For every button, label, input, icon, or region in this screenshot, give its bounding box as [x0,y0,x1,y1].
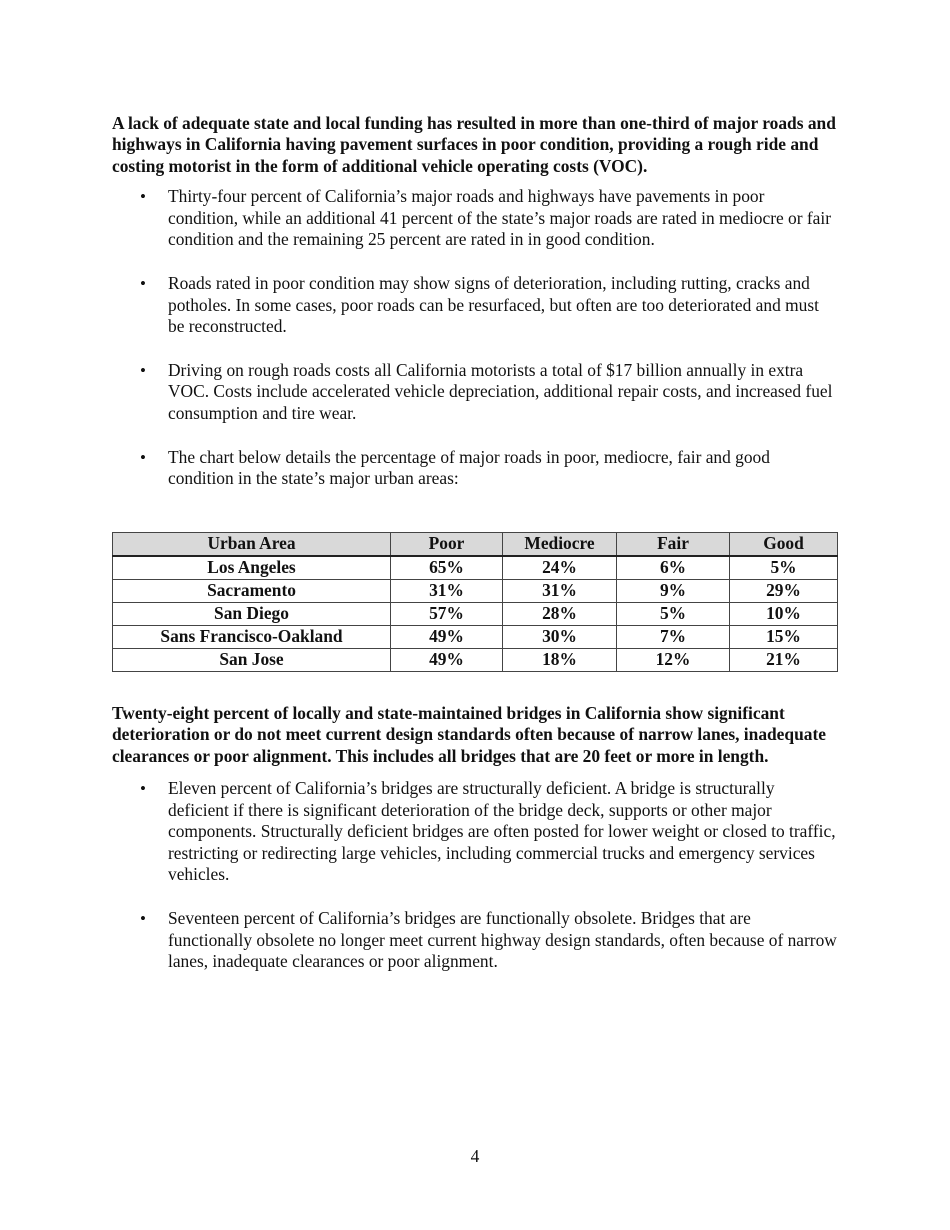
table-row [113,579,838,602]
column-header-good: Good [730,532,838,556]
bullet-icon: • [140,908,146,928]
cell-poor: 31% [391,579,503,602]
section-heading-pavement: A lack of adequate state and local funding has resulted in more than one-third of major roads and highways in California having pavement surfaces in poor condition, providing a rough ride and costing motorist in the form of additional vehicle operating costs (VOC). [112,113,836,176]
list-item [112,908,838,973]
bullet-text: Eleven percent of California’s bridges are structurally deficient. A bridge is structurally deficient if there is significant deterioration of the bridge deck, supports or other major components. Structurally deficient bridges are often posted for lower weight or closed to traffic, restricting or redirecting large vehicles, including commercial trucks and emergency services vehicles. [168,777,836,885]
list-item [112,360,838,425]
table-row [113,602,838,625]
cell-mediocre: 18% [503,648,617,671]
cell-urban-area: Sacramento [113,579,391,602]
cell-fair: 9% [617,579,730,602]
bullet-text: Roads rated in poor condition may show signs of deterioration, including rutting, cracks and potholes. In some cases, poor roads can be resurfaced, but often are too deteriorated and must be reconstructed. [168,273,819,337]
cell-poor: 49% [391,648,503,671]
bullet-list-pavement [112,186,838,490]
document-page [112,110,838,973]
bullet-icon: • [140,360,146,380]
cell-mediocre: 30% [503,625,617,648]
bullet-text: The chart below details the percentage of major roads in poor, mediocre, fair and good condition in the state’s major urban areas: [168,446,770,489]
cell-fair: 5% [617,602,730,625]
bullet-icon: • [140,778,146,798]
bullet-text: Driving on rough roads costs all California motorists a total of $17 billion annually in extra VOC. Costs include accelerated vehicle depreciation, additional repair costs, and increased fuel consumption and tire wear. [168,359,833,423]
bullet-icon: • [140,447,146,467]
bullet-text: Thirty-four percent of California’s major roads and highways have pavements in poor condition, while an additional 41 percent of the state’s major roads are rated in mediocre or fair condition and the remaining 25 percent are rated in in good condition. [168,186,832,250]
bullet-list-bridges [112,778,838,973]
section-heading-bridges: Twenty-eight percent of locally and state-maintained bridges in California show significant deterioration or do not meet current design standards often because of narrow lanes, inadequate clearances or poor alignment. This includes all bridges that are 20 feet or more in length. [112,702,826,766]
cell-poor: 65% [391,556,503,580]
cell-good: 21% [730,648,838,671]
cell-good: 5% [730,556,838,580]
list-item [112,778,838,886]
cell-poor: 49% [391,625,503,648]
cell-good: 10% [730,602,838,625]
column-header-mediocre: Mediocre [503,532,617,556]
list-item [112,273,838,338]
column-header-urban-area: Urban Area [113,532,391,556]
cell-poor: 57% [391,602,503,625]
list-item [112,447,838,490]
cell-mediocre: 24% [503,556,617,580]
bullet-icon: • [140,187,146,207]
cell-mediocre: 28% [503,602,617,625]
cell-urban-area: Los Angeles [113,556,391,580]
bullet-text: Seventeen percent of California’s bridges are functionally obsolete. Bridges that are functionally obsolete no longer meet current highway design standards, often because of narrow lanes, inadequate clearances or poor alignment. [168,907,837,972]
cell-fair: 7% [617,625,730,648]
table-row [113,625,838,648]
cell-urban-area: San Diego [113,602,391,625]
cell-mediocre: 31% [503,579,617,602]
bullet-icon: • [140,274,146,293]
column-header-fair: Fair [617,532,730,556]
cell-good: 29% [730,579,838,602]
cell-fair: 6% [617,556,730,580]
cell-urban-area: San Jose [113,648,391,671]
page-number: 4 [470,1146,480,1166]
cell-urban-area: Sans Francisco-Oakland [113,625,391,648]
table-row [113,556,838,580]
cell-fair: 12% [617,648,730,671]
column-header-poor: Poor [391,532,503,556]
list-item [112,186,838,251]
table-row [113,648,838,671]
road-condition-table [112,532,838,672]
cell-good: 15% [730,625,838,648]
table-header-row [113,532,838,556]
